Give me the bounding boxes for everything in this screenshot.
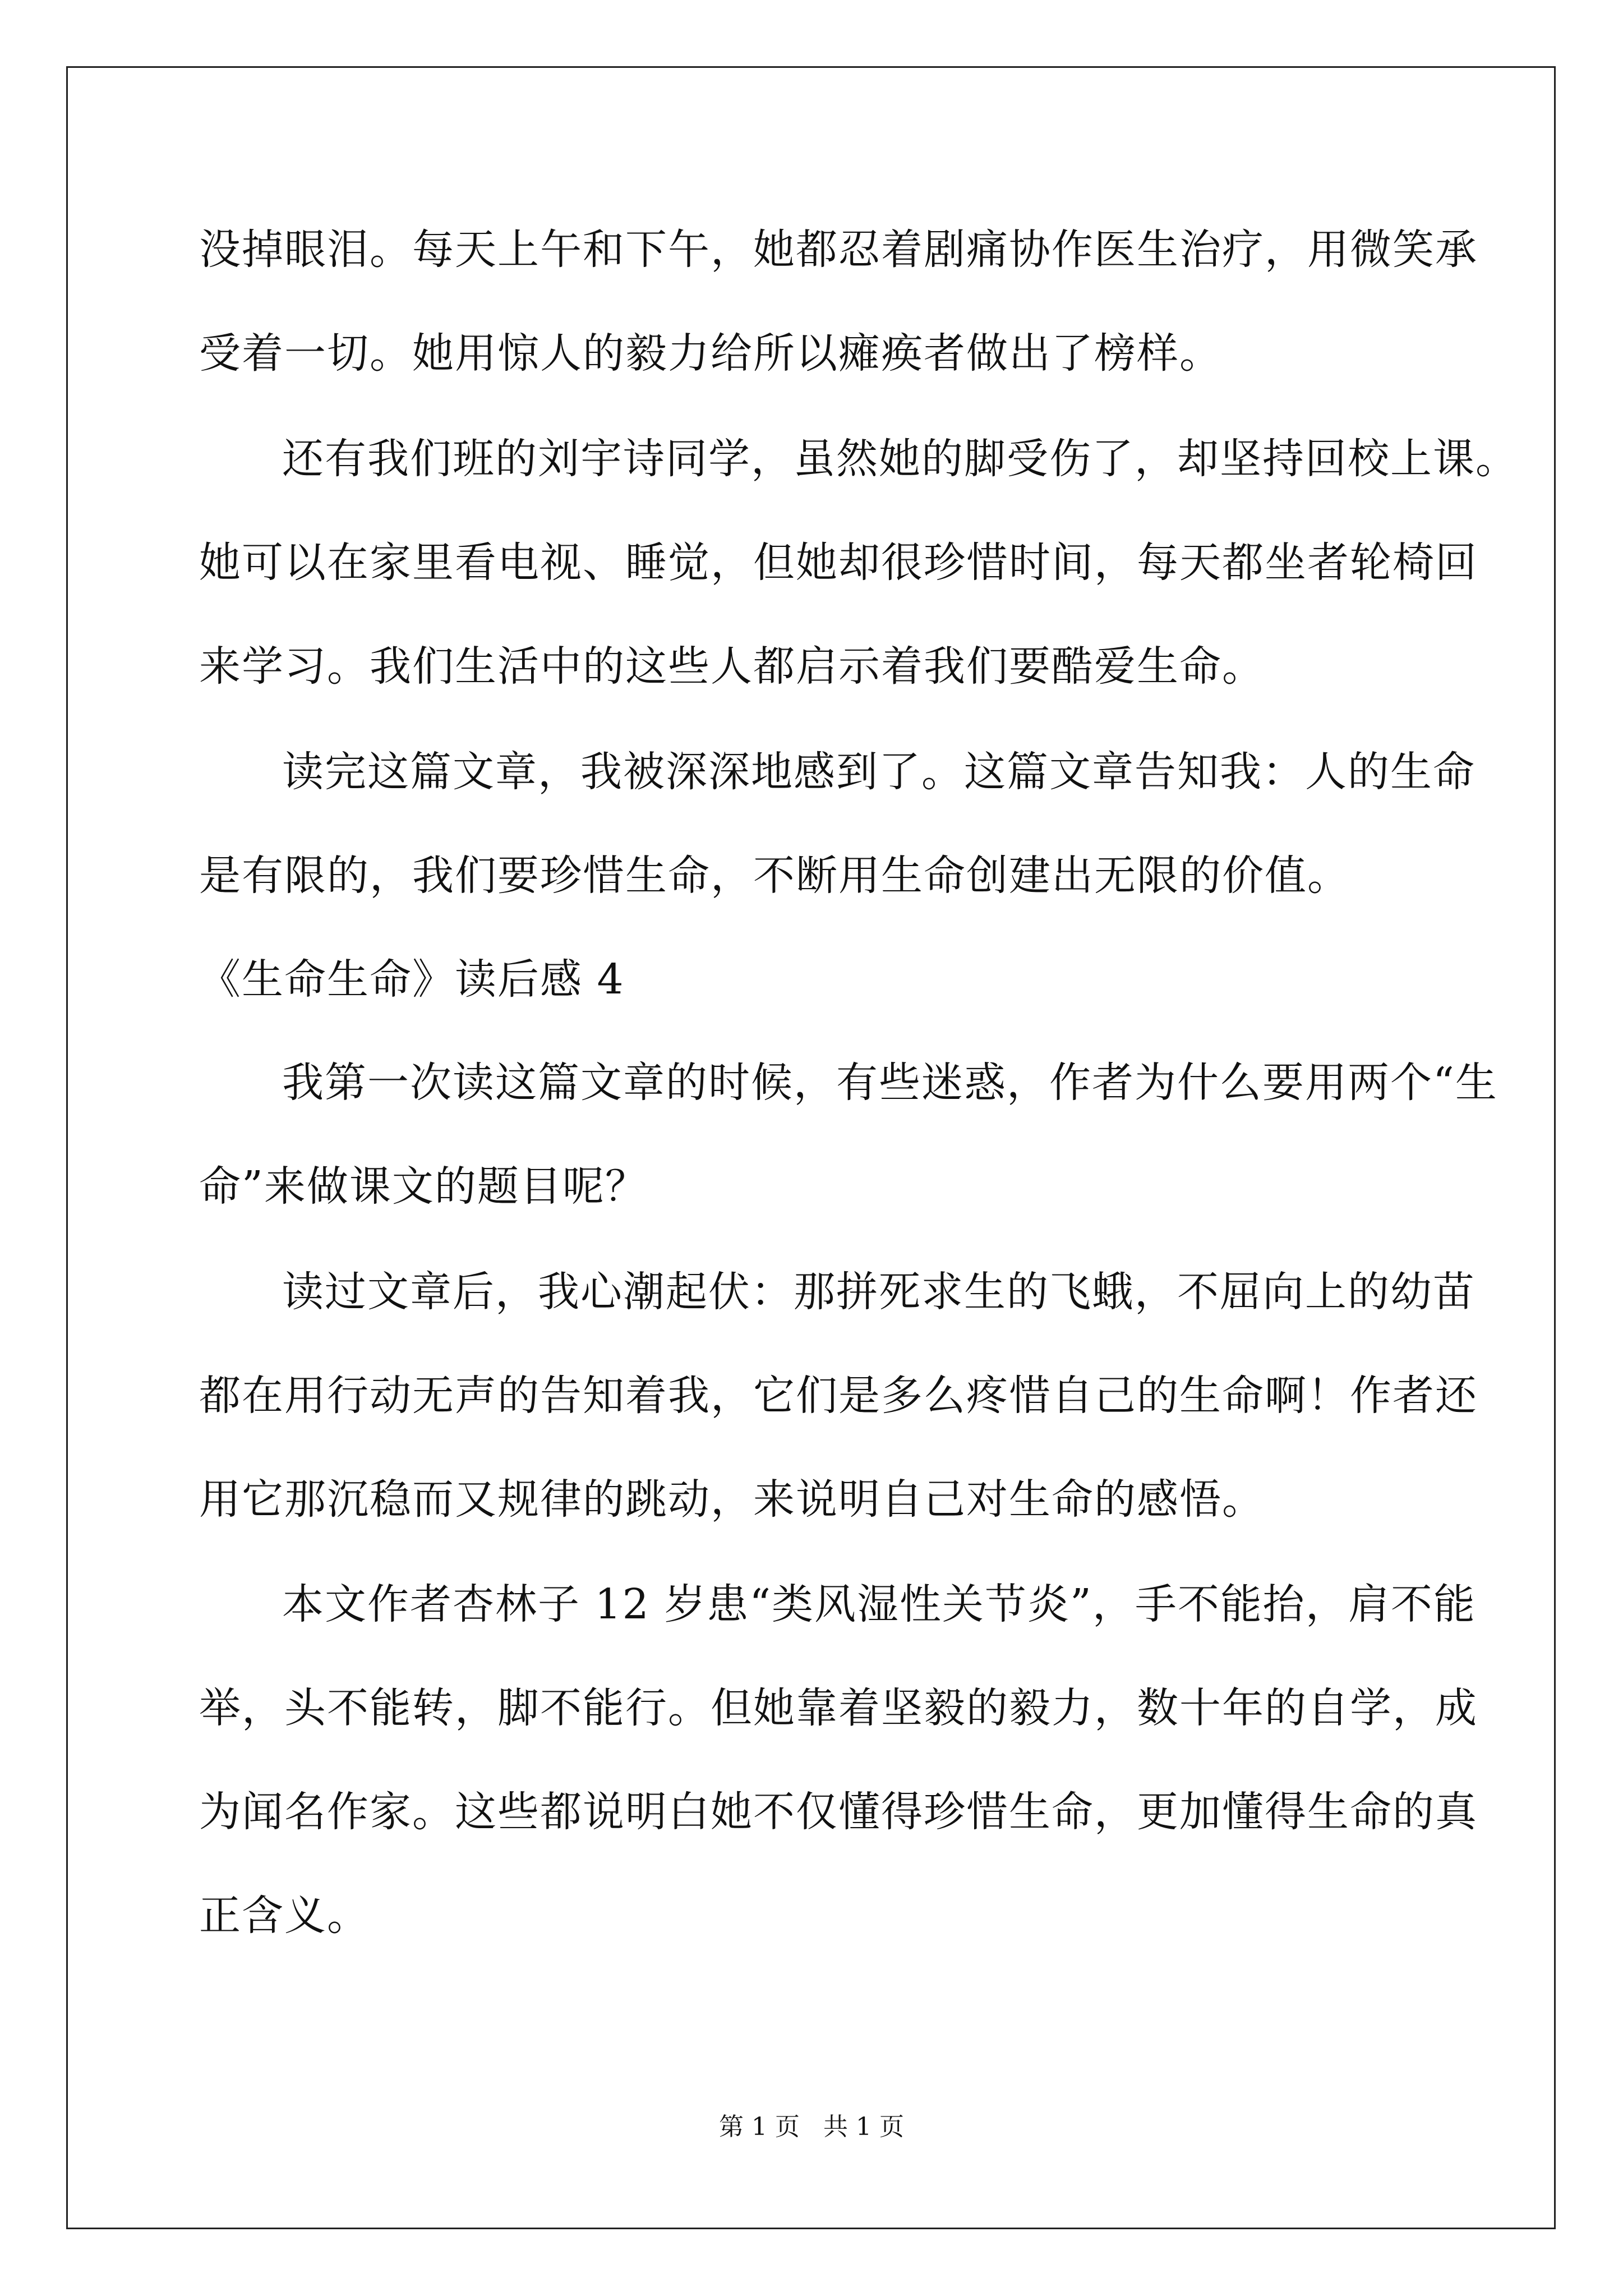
text-line: 读完这篇文章，我被深深地感到了。这篇文章告知我：人的生命: [282, 748, 1476, 796]
text-line: 命”来做课文的题目呢？: [199, 1162, 648, 1211]
text-line: 都在用行动无声的告知着我，它们是多么疼惜自己的生命啊！作者还: [199, 1372, 1478, 1420]
text-line: 还有我们班的刘宇诗同学，虽然她的脚受伤了，却坚持回校上课。: [282, 435, 1518, 483]
text-line: 正含义。: [199, 1892, 370, 1940]
page-number-footer: 第 1 页 共 1 页: [719, 2113, 904, 2141]
text-line: 本文作者杏林子 12 岁患“类风湿性关节炎”，手不能抬，肩不能: [282, 1580, 1476, 1628]
text-line: 她可以在家里看电视、睡觉，但她却很珍惜时间，每天都坐者轮椅回: [199, 539, 1478, 587]
text-line: 举，头不能转，脚不能行。但她靠着坚毅的毅力，数十年的自学，成: [199, 1684, 1478, 1732]
text-line: 没掉眼泪。每天上午和下午，她都忍着剧痛协作医生治疗，用微笑承: [199, 226, 1478, 274]
text-line: 用它那沉稳而又规律的跳动，来说明自己对生命的感悟。: [199, 1475, 1265, 1524]
text-line: 读过文章后，我心潮起伏：那拼死求生的飞蛾，不屈向上的幼苗: [282, 1268, 1476, 1316]
text-line: 受着一切。她用惊人的毅力给所以瘫痪者做出了榜样。: [199, 329, 1222, 378]
text-line: 我第一次读这篇文章的时候，有些迷惑，作者为什么要用两个“生: [282, 1059, 1498, 1107]
text-line: 来学习。我们生活中的这些人都启示着我们要酷爱生命。: [199, 642, 1265, 691]
text-line: 是有限的，我们要珍惜生命，不断用生命创建出无限的价值。: [199, 852, 1350, 900]
section-heading: 《生命生命》读后感 4: [199, 955, 625, 1004]
text-line: 为闻名作家。这些都说明白她不仅懂得珍惜生命，更加懂得生命的真: [199, 1788, 1478, 1836]
